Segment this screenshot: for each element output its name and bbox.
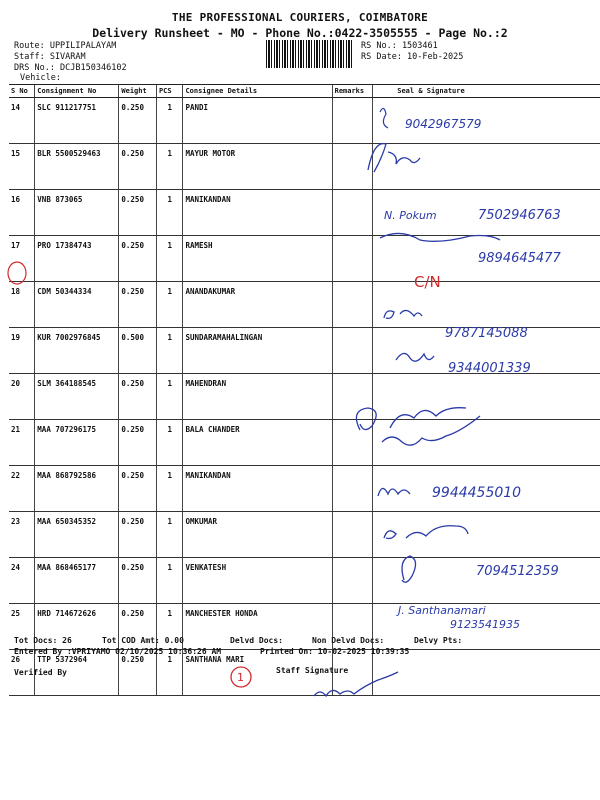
cell-sno: 19	[9, 328, 35, 374]
cell-consignment: VNB 873065	[35, 190, 119, 236]
cell-consignee: VENKATESH	[183, 558, 332, 604]
cell-weight: 0.250	[119, 190, 157, 236]
cell-consignment: BLR 5500529463	[35, 144, 119, 190]
cell-sno: 23	[9, 512, 35, 558]
cell-seal-signature	[373, 98, 600, 144]
cell-sno: 16	[9, 190, 35, 236]
cell-pcs: 1	[156, 512, 182, 558]
cell-sno: 25	[9, 604, 35, 650]
col-seal-signature: Seal & Signature	[373, 85, 600, 98]
staff-label: Staff: SIVARAM	[14, 52, 86, 62]
cell-remarks	[332, 144, 373, 190]
cell-remarks	[332, 236, 373, 282]
verified-by: Verified By	[14, 668, 67, 677]
cell-sno: 17	[9, 236, 35, 282]
cell-consignee: MAHENDRAN	[183, 374, 332, 420]
cell-sno: 18	[9, 282, 35, 328]
table-row	[9, 420, 600, 466]
cell-pcs: 1	[156, 190, 182, 236]
cell-consignee: SANTHANA MARI	[183, 650, 332, 696]
table-row	[9, 236, 600, 282]
non-delivered-docs: Non Delvd Docs:	[312, 636, 385, 645]
delivered-docs: Delvd Docs:	[230, 636, 283, 645]
cell-pcs: 1	[156, 282, 182, 328]
col-consignment: Consignment No	[35, 85, 119, 98]
total-cod: Tot COD Amt: 0.00	[102, 636, 184, 645]
cell-sno: 21	[9, 420, 35, 466]
cell-consignment: KUR 7002976845	[35, 328, 119, 374]
col-pcs: PCS	[156, 85, 182, 98]
cell-weight: 0.250	[119, 144, 157, 190]
cell-remarks	[332, 328, 373, 374]
cell-seal-signature	[373, 144, 600, 190]
phone-26: 9123541935	[450, 618, 520, 631]
cell-seal-signature	[373, 604, 600, 650]
cell-remarks	[332, 374, 373, 420]
cell-consignment: MAA 868465177	[35, 558, 119, 604]
cell-pcs: 1	[156, 558, 182, 604]
table-row	[9, 282, 600, 328]
cell-sno: 14	[9, 98, 35, 144]
name-26: J. Santhanamari	[398, 604, 486, 617]
cell-seal-signature	[373, 466, 600, 512]
phone-19: 9787145088	[445, 326, 528, 341]
cell-weight: 0.250	[119, 604, 157, 650]
cell-sno: 26	[9, 650, 35, 696]
cell-sno: 15	[9, 144, 35, 190]
table-row	[9, 144, 600, 190]
table-row	[9, 466, 600, 512]
printed-on: Printed On: 10-02-2025 10:39:35	[260, 647, 410, 656]
cell-seal-signature	[373, 282, 600, 328]
cell-pcs: 1	[156, 466, 182, 512]
cell-seal-signature	[373, 190, 600, 236]
cell-remarks	[332, 98, 373, 144]
cell-seal-signature	[373, 328, 600, 374]
cell-consignee: RAMESH	[183, 236, 332, 282]
col-weight: Weight	[119, 85, 157, 98]
cell-weight: 0.250	[119, 420, 157, 466]
staff-signature-label: Staff Signature	[276, 666, 349, 675]
cell-seal-signature	[373, 512, 600, 558]
cell-consignment: SLM 364188545	[35, 374, 119, 420]
cell-consignment: CDM 50344334	[35, 282, 119, 328]
cell-remarks	[332, 512, 373, 558]
cell-pcs: 1	[156, 328, 182, 374]
cell-remarks	[332, 282, 373, 328]
col-consignee: Consignee Details	[183, 85, 332, 98]
total-docs: Tot Docs: 26	[14, 636, 72, 645]
phone-17: 7502946763	[478, 208, 561, 223]
cell-consignment: HRD 714672626	[35, 604, 119, 650]
table-row	[9, 328, 600, 374]
table-header-row	[9, 85, 600, 98]
cell-consignee: SUNDARAMAHALINGAN	[183, 328, 332, 374]
cell-consignee: MAYUR MOTOR	[183, 144, 332, 190]
cell-pcs: 1	[156, 236, 182, 282]
vehicle-label: Vehicle:	[20, 73, 61, 83]
table-row	[9, 190, 600, 236]
sign-17-name: N. Pokum	[384, 209, 437, 222]
phone-18: 9894645477	[478, 251, 561, 266]
cell-consignee: PANDI	[183, 98, 332, 144]
cell-consignment: PRO 17384743	[35, 236, 119, 282]
cell-seal-signature	[373, 374, 600, 420]
table-row	[9, 604, 600, 650]
cell-pcs: 1	[156, 144, 182, 190]
cell-weight: 0.500	[119, 328, 157, 374]
cell-remarks	[332, 558, 373, 604]
cell-seal-signature	[373, 236, 600, 282]
table-row	[9, 98, 600, 144]
cell-weight: 0.250	[119, 650, 157, 696]
cn-mark-18: C/N	[414, 273, 441, 291]
route-label: Route: UPPILIPALAYAM	[14, 41, 117, 51]
delivery-points: Delvy Pts:	[414, 636, 463, 645]
cell-remarks	[332, 190, 373, 236]
cell-remarks	[332, 420, 373, 466]
cell-pcs: 1	[156, 650, 182, 696]
cell-consignee: MANCHESTER HONDA	[183, 604, 332, 650]
cell-pcs: 1	[156, 604, 182, 650]
table-row	[9, 558, 600, 604]
cell-consignment: TTP 5372964	[35, 650, 119, 696]
phone-25: 7094512359	[476, 564, 559, 579]
cell-pcs: 1	[156, 98, 182, 144]
cell-consignee: ANANDAKUMAR	[183, 282, 332, 328]
runsheet-subtitle: Delivery Runsheet - MO - Phone No.:0422-3505555 - Page No.:2	[92, 26, 508, 40]
barcode	[266, 40, 352, 68]
cell-pcs: 1	[156, 420, 182, 466]
cell-consignee: BALA CHANDER	[183, 420, 332, 466]
rs-date: RS Date: 10-Feb-2025	[361, 52, 464, 62]
cell-sno: 20	[9, 374, 35, 420]
cell-seal-signature	[373, 650, 600, 696]
cell-weight: 0.250	[119, 558, 157, 604]
cell-consignment: MAA 650345352	[35, 512, 119, 558]
company-title: THE PROFESSIONAL COURIERS, COIMBATORE	[171, 11, 429, 24]
cell-consignee: MANIKANDAN	[183, 466, 332, 512]
col-sno: S No	[9, 85, 35, 98]
cell-weight: 0.250	[119, 466, 157, 512]
cell-seal-signature	[373, 558, 600, 604]
drs-number: DRS No.: DCJB150346102	[14, 63, 127, 73]
entered-by: Entered By :VPRIYAMO 02/10/2025 10:36:26 AM	[14, 647, 222, 656]
phone-20: 9344001339	[448, 361, 531, 376]
cell-weight: 0.250	[119, 374, 157, 420]
phone-23: 9944455010	[432, 485, 522, 501]
cell-consignment: MAA 707296175	[35, 420, 119, 466]
cell-consignee: MANIKANDAN	[183, 190, 332, 236]
phone-14: 9042967579	[405, 117, 482, 131]
table-row	[9, 512, 600, 558]
table-row	[9, 374, 600, 420]
cell-remarks	[332, 466, 373, 512]
cell-seal-signature	[373, 420, 600, 466]
cell-weight: 0.250	[119, 98, 157, 144]
cell-sno: 24	[9, 558, 35, 604]
rs-number: RS No.: 1503461	[361, 41, 438, 51]
cell-weight: 0.250	[119, 512, 157, 558]
consignment-table	[9, 84, 600, 696]
circle-mark-footer: 1	[237, 671, 244, 684]
cell-sno: 22	[9, 466, 35, 512]
cell-pcs: 1	[156, 374, 182, 420]
cell-weight: 0.250	[119, 236, 157, 282]
cell-consignment: MAA 868792586	[35, 466, 119, 512]
cell-consignment: SLC 911217751	[35, 98, 119, 144]
col-remarks: Remarks	[332, 85, 373, 98]
cell-consignee: OMKUMAR	[183, 512, 332, 558]
cell-weight: 0.250	[119, 282, 157, 328]
